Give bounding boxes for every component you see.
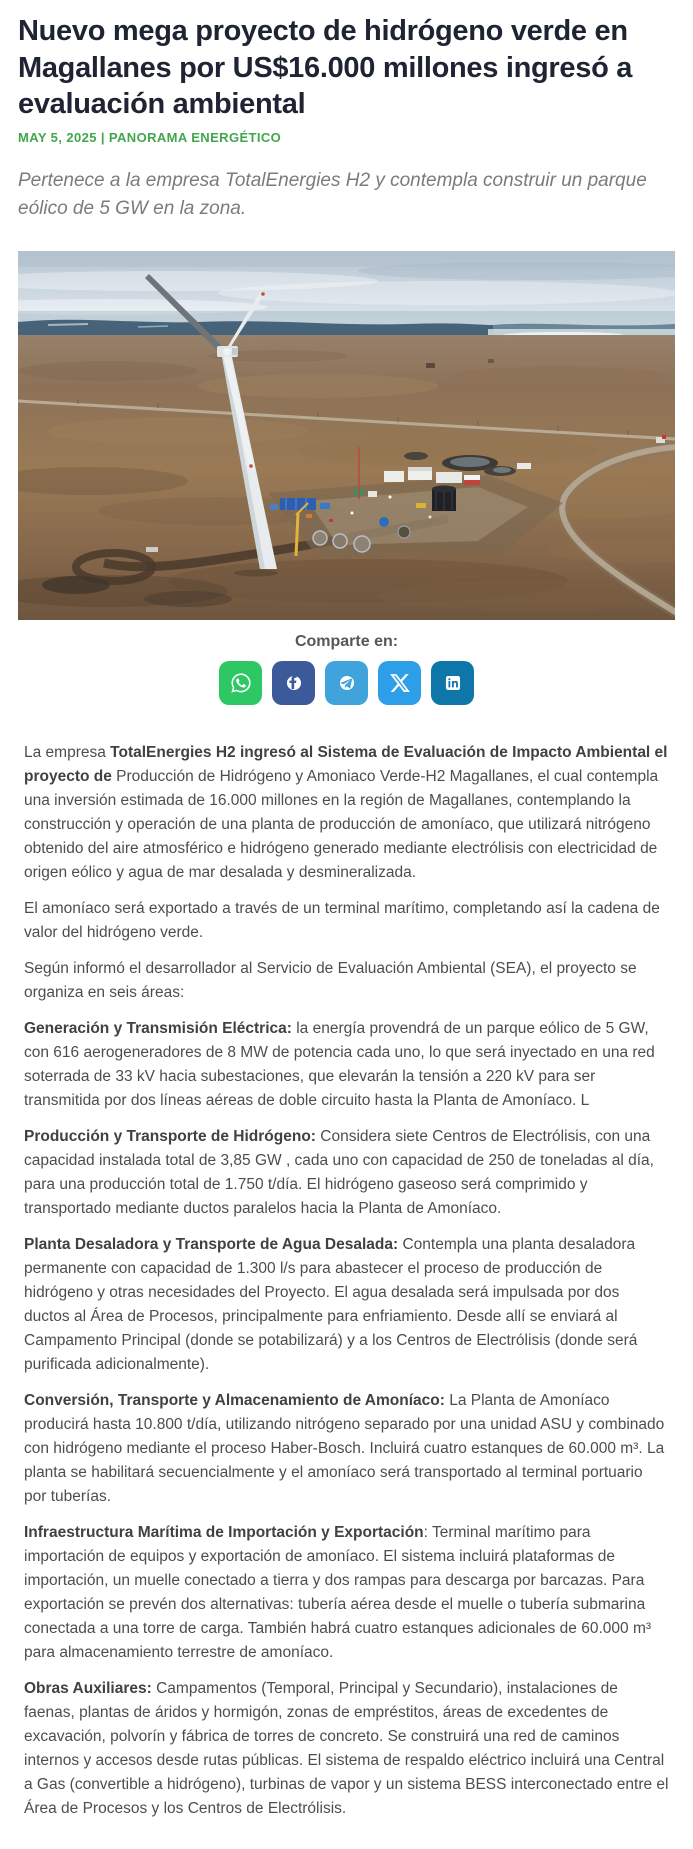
category-link[interactable]: PANORAMA ENERGÉTICO [108,129,282,145]
paragraph-text: El amoníaco será exportado a través de un terminal marítimo, completando así la cadena de valor del hidrógeno verde. [24,899,660,941]
paragraph-text: La empresa [24,743,111,761]
linkedin-share-button[interactable] [431,661,474,705]
article-paragraph [24,1389,669,1509]
whatsapp-icon [230,672,252,694]
article-paragraph [24,1125,669,1221]
article-paragraph [24,1677,669,1821]
meta-separator: | [100,129,105,145]
article-hero-image [18,251,675,620]
paragraph-text: Producción de Hidrógeno y Amoniaco Verde-H2 Magallanes, el cual contempla una inversión estimada de 16.000 millones en la región de Magallanes, contemplando la construcción y operación de una planta de producción de amoníaco, que utilizará nitrógeno obtenido del aire atmosférico e hidrógeno generado mediante electrólisis con electricidad de origen eólico y agua de mar desalada y desmineralizada. [24,767,659,881]
paragraph-text: : Terminal marítimo para importación de equipos y exportación de amoníaco. El sistema incluirá plataformas de importación, un muelle conectado a tierra y dos rampas para descarga por barcazas. Para exportación se prevén dos alternativas: tubería aérea desde el muelle o tubería submarina conectada a una torre de carga. También habrá cuatro estanques adicionales de 60.000 m³ para almacenamiento terrestre de amoníaco. [24,1523,652,1661]
paragraph-bold-text: Planta Desaladora y Transporte de Agua Desalada: [24,1235,399,1253]
facebook-icon [281,670,307,696]
paragraph-text: Considera siete Centros de Electrólisis, con una capacidad instalada total de 3,85 GW , cada uno con capacidad de 250 de toneladas al día, para una producción total de 1.750 t/día. El hidrógeno gaseoso será comprimido y transportado mediante ductos paralelos hacia la Planta de Amoníaco. [24,1127,654,1217]
article-subtitle: Pertenece a la empresa TotalEnergies H2 y contempla construir un parque eólico de 5 GW en la zona. [18,169,647,220]
article-paragraph [24,1521,669,1665]
paragraph-text: La Planta de Amoníaco producirá hasta 10.800 t/día, utilizando nitrógeno separado por una unidad ASU y combinado con hidrógeno mediante el proceso Haber-Bosch. Incluirá cuatro estanques de 60.000 m³. La planta se habilitará secuencialmente y el amoníaco será transportado al terminal portuario por tuberías. [24,1391,665,1505]
paragraph-bold-text: Infraestructura Marítima de Importación y Exportación [24,1523,424,1541]
linkedin-icon [440,670,466,696]
telegram-share-button[interactable] [325,661,368,705]
facebook-share-button[interactable] [272,661,315,705]
share-label: Comparte en: [294,632,399,650]
paragraph-bold-text: Conversión, Transporte y Almacenamiento de Amoníaco: [24,1391,445,1409]
x-share-button[interactable] [378,661,421,705]
share-buttons [0,661,693,705]
article-page [0,13,693,1849]
paragraph-text: Contempla una planta desaladora permanente con capacidad de 1.300 l/s para abastecer el proceso de producción de hidrógeno y otras necesidades del Proyecto. El agua desalada será impulsada por dos ductos al Área de Procesos, principalmente para enfriamiento. Desde allí se enviará al Campamento Principal (donde se potabilizará) y a los Centros de Electrólisis (donde será purificada adicionalmente). [24,1235,638,1373]
article-paragraph [24,741,669,885]
article-paragraph [24,1017,669,1113]
paragraph-bold-text: Obras Auxiliares: [24,1679,152,1697]
paragraph-bold-text: TotalEnergies H2 ingresó al Sistema de Evaluación de Impacto Ambiental el proyecto de [24,743,668,785]
paragraph-text: Campamentos (Temporal, Principal y Secundario), instalaciones de faenas, plantas de áridos y hormigón, zonas de empréstitos, áreas de excedentes de excavación, polvorín y fábrica de torres de concreto. Se construirá una red de caminos internos y accesos desde rutas públicas. El sistema de respaldo eléctrico incluirá una Central a Gas (convertible a hidrógeno), turbinas de vapor y un sistema BESS interconectado entre el Área de Procesos y los Centros de Electrólisis. [24,1679,669,1817]
wind-turbine-photo [18,251,675,620]
paragraph-bold-text: Generación y Transmisión Eléctrica: [24,1019,292,1037]
article-meta [18,130,675,145]
paragraph-text: la energía provendrá de un parque eólico de 5 GW, con 616 aerogeneradores de 8 MW de potencia cada uno, lo que será inyectado en una red soterrada de 33 kV hacia subestaciones, que elevarán la tensión a 220 kV para ser transmitida por dos líneas aéreas de doble circuito hasta la Planta de Amoníaco. L [24,1019,655,1109]
article-body [24,741,669,1821]
whatsapp-share-button[interactable] [219,661,262,705]
article-paragraph [24,1233,669,1377]
page-title: Nuevo mega proyecto de hidrógeno verde en Magallanes por US$16.000 millones ingresó a evaluación ambiental [18,15,633,121]
article-paragraph [24,897,669,945]
telegram-icon [334,670,360,696]
paragraph-text: Según informó el desarrollador al Servicio de Evaluación Ambiental (SEA), el proyecto se organiza en seis áreas: [24,959,637,1001]
paragraph-bold-text: Producción y Transporte de Hidrógeno: [24,1127,316,1145]
x-twitter-icon [389,672,411,694]
article-date: MAY 5, 2025 [18,129,97,145]
article-paragraph [24,957,669,1005]
